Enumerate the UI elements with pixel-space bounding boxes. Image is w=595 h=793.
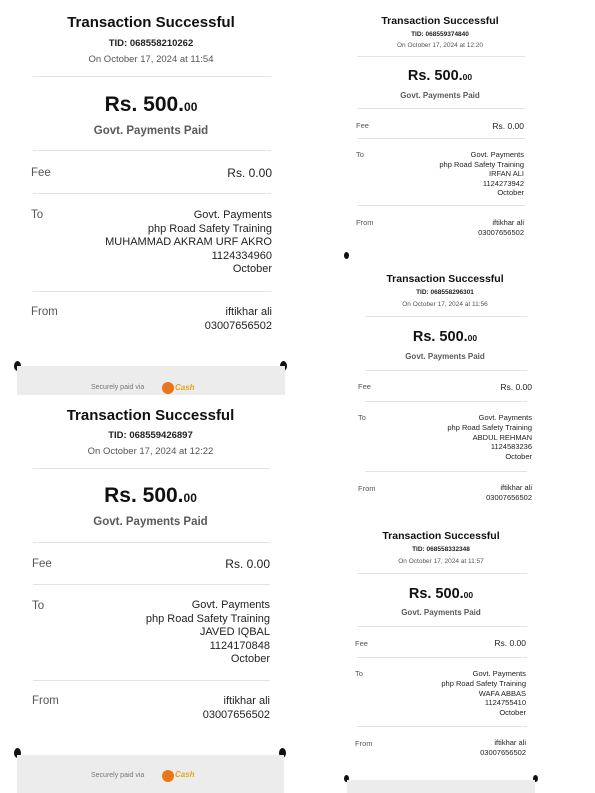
fee-value: Rs. 0.00 [500, 382, 532, 392]
to-label: To [358, 413, 366, 422]
to-line: php Road Safety Training [147, 222, 272, 235]
from-label: From [355, 739, 373, 748]
to-details [439, 150, 524, 198]
to-line: 1124583236 [490, 442, 532, 452]
from-line: 03007656502 [480, 747, 526, 757]
from-label: From [356, 218, 374, 227]
brand-text: Cash [175, 770, 195, 779]
amount-main: Rs. 500. [408, 586, 464, 602]
from-details [203, 695, 270, 722]
fee-value: Rs. 0.00 [492, 121, 524, 131]
from-line: iftikhar ali [494, 738, 526, 747]
amount-main: Rs. 500. [412, 329, 468, 345]
amount [355, 329, 535, 345]
paid-label: Govt. Payments Paid [401, 608, 481, 617]
receipt-title: Transaction Successful [67, 14, 235, 31]
jazzcash-logo-icon [162, 770, 174, 782]
from-line: 03007656502 [202, 708, 270, 721]
divider [365, 471, 527, 472]
amount-decimals: 00 [467, 333, 478, 343]
jazzcash-logo-icon [162, 382, 174, 394]
amount-main: Rs. 500. [407, 68, 463, 84]
amount-decimals: 00 [184, 100, 198, 114]
divider [357, 205, 525, 206]
transaction-id: TID: 068558296301 [416, 289, 474, 296]
divider [365, 316, 527, 317]
amount-decimals: 00 [462, 72, 473, 82]
to-line: 1124273942 [482, 178, 524, 188]
fee-label: Fee [355, 639, 368, 648]
receipt-1 [17, 0, 285, 395]
amount-main: Rs. 500. [104, 484, 184, 507]
divider [357, 56, 525, 57]
secure-text: Securely paid via [91, 772, 145, 779]
from-line: iftikhar ali [500, 483, 532, 492]
amount-main: Rs. 500. [104, 93, 185, 116]
to-line: 1124755410 [484, 698, 526, 708]
to-line: October [505, 452, 532, 462]
divider [33, 291, 271, 292]
fee-value: Rs. 0.00 [225, 557, 270, 571]
transaction-id: TID: 068558210262 [108, 38, 194, 49]
to-line: IRFAN ALI [488, 169, 524, 179]
to-line: 1124334960 [211, 249, 272, 262]
amount-decimals: 00 [183, 491, 197, 505]
divider [365, 401, 527, 402]
transaction-id: TID: 068559374840 [411, 31, 469, 38]
fee-label: Fee [31, 167, 51, 179]
divider [357, 138, 525, 139]
from-line: 03007656502 [478, 227, 524, 237]
divider [33, 542, 270, 543]
transaction-id: TID: 068558332348 [412, 546, 470, 553]
amount [17, 93, 285, 117]
transaction-date: On October 17, 2024 at 12:20 [396, 42, 483, 49]
footer-bar [17, 755, 284, 793]
divider [33, 193, 271, 194]
fee-value: Rs. 0.00 [494, 638, 526, 648]
transaction-date: On October 17, 2024 at 11:57 [398, 558, 484, 565]
to-details [146, 599, 270, 667]
to-line: Govt. Payments [472, 669, 526, 678]
to-label: To [31, 209, 44, 221]
from-line: iftikhar ali [492, 218, 524, 227]
paid-label: Govt. Payments Paid [93, 125, 209, 137]
fee-label: Fee [356, 121, 369, 130]
amount [347, 586, 535, 602]
to-label: To [32, 600, 45, 612]
to-line: Govt. Payments [478, 413, 532, 422]
transaction-date: On October 17, 2024 at 11:56 [402, 301, 488, 308]
receipt-title: Transaction Successful [66, 407, 235, 424]
divider [357, 657, 527, 658]
to-line: php Road Safety Training [441, 678, 526, 688]
divider [33, 680, 270, 681]
divider [357, 108, 525, 109]
perforation-notch [344, 252, 349, 259]
to-line: php Road Safety Training [145, 612, 270, 625]
from-label: From [32, 695, 59, 707]
receipt-title: Transaction Successful [386, 273, 504, 285]
divider [365, 370, 527, 371]
from-line: iftikhar ali [225, 306, 272, 318]
to-details [441, 669, 526, 718]
divider [357, 726, 527, 727]
to-label: To [356, 150, 364, 159]
transaction-date: On October 17, 2024 at 12:22 [87, 446, 214, 457]
to-line: Govt. Payments [193, 209, 272, 221]
to-line: October [230, 653, 270, 666]
from-label: From [358, 484, 376, 493]
to-details [447, 413, 532, 462]
to-line: ABDUL REHMAN [472, 432, 532, 442]
secure-text: Securely paid via [91, 384, 145, 391]
from-label: From [31, 306, 58, 318]
from-details [478, 218, 524, 237]
divider [357, 573, 527, 574]
receipt-4 [17, 395, 284, 793]
footer-bar [347, 780, 535, 793]
divider [33, 150, 271, 151]
receipt-5 [347, 518, 535, 793]
receipt-3 [355, 260, 535, 508]
to-line: MUHAMMAD AKRAM URF AKRO [105, 236, 272, 249]
fee-label: Fee [358, 382, 371, 391]
divider [33, 468, 270, 469]
fee-value: Rs. 0.00 [227, 166, 272, 180]
from-line: 03007656502 [486, 492, 532, 502]
receipt-title: Transaction Successful [381, 15, 499, 27]
transaction-date: On October 17, 2024 at 11:54 [88, 54, 214, 65]
receipt-2 [347, 0, 533, 258]
from-line: iftikhar ali [223, 695, 270, 707]
to-line: Govt. Payments [470, 150, 524, 159]
brand-text: Cash [175, 383, 195, 392]
footer-bar [17, 366, 285, 395]
from-line: 03007656502 [204, 319, 272, 332]
paid-label: Govt. Payments Paid [405, 352, 485, 361]
to-line: WAFA ABBAS [478, 688, 526, 698]
paid-label: Govt. Payments Paid [93, 516, 208, 528]
amount-decimals: 00 [463, 590, 474, 600]
to-line: JAVED IQBAL [199, 626, 270, 639]
to-label: To [355, 669, 363, 678]
divider [33, 76, 271, 77]
from-details [486, 483, 532, 502]
to-details [105, 209, 272, 277]
divider [357, 626, 527, 627]
transaction-id: TID: 068559426897 [108, 430, 193, 441]
paid-label: Govt. Payments Paid [400, 91, 480, 100]
to-line: Govt. Payments [191, 599, 270, 611]
amount [347, 68, 533, 84]
receipt-title: Transaction Successful [382, 530, 500, 542]
divider [33, 584, 270, 585]
to-line: 1124170848 [209, 639, 270, 652]
from-details [480, 738, 526, 757]
to-line: October [499, 708, 526, 718]
from-details [205, 306, 272, 333]
amount [17, 484, 284, 508]
fee-label: Fee [32, 558, 52, 570]
to-line: October [497, 188, 524, 198]
to-line: October [232, 263, 272, 276]
to-line: php Road Safety Training [447, 422, 532, 432]
to-line: php Road Safety Training [439, 159, 524, 169]
